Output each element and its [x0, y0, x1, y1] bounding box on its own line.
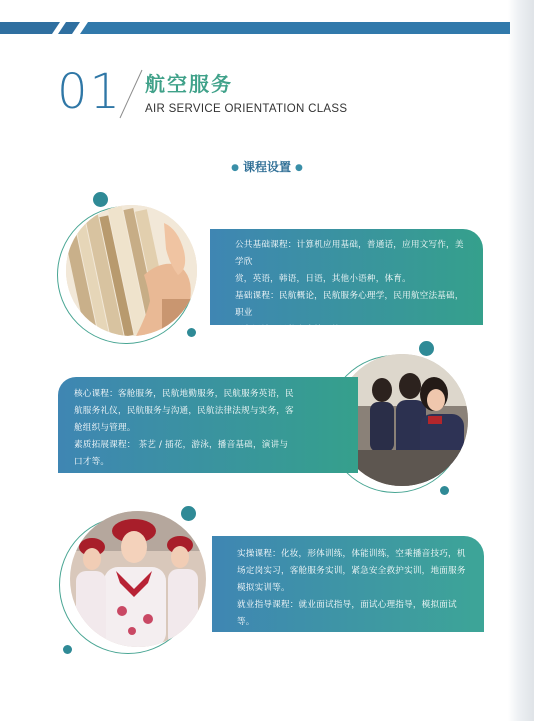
flight-attendants-photo [70, 511, 206, 647]
course-line: 公共基础课程：计算机应用基础，普通话，应用文写作，美学欣 [235, 240, 464, 267]
course-line: 形象设计，民航安全管理等。 [235, 325, 350, 335]
bullet-dot-icon: ● [231, 163, 239, 173]
deco-dot-icon [187, 328, 196, 337]
course-line: 模拟实训等。 [237, 583, 290, 593]
top-stripe-decoration [0, 0, 534, 44]
section-number: 01 [57, 64, 123, 120]
page-subtitle: AIR SERVICE ORIENTATION CLASS [145, 103, 348, 115]
page-title: 航空服务 [145, 72, 233, 96]
course-line: 赏，英语，韩语，日语，其他小语种，体育。 [235, 274, 411, 284]
course-block-practical [212, 536, 484, 632]
deco-dot-icon [93, 192, 108, 207]
books-on-shelf-photo [66, 205, 197, 336]
course-line: 口才等。 [74, 457, 110, 467]
course-block-general [210, 229, 483, 335]
course-line: 航服务礼仪，民航服务与沟通，民航法律法规与实务，客 [74, 406, 294, 416]
course-line: 就业指导课程：就业面试指导，面试心理指导，模拟面试等。 [237, 600, 457, 627]
section-heading-text: 课程设置 [242, 160, 291, 174]
deco-dot-icon [419, 341, 434, 356]
course-block-core [58, 377, 358, 473]
course-line: 素质拓展课程： 茶艺 / 插花，游泳，播音基础，演讲与 [74, 440, 289, 450]
course-line: 场定岗实习，客舱服务实训，紧急安全救护实训，地面服务 [237, 566, 466, 576]
deco-dot-icon [440, 486, 449, 495]
deco-dot-icon [63, 645, 72, 654]
bullet-dot-icon: ● [295, 163, 303, 173]
deco-dot-icon [181, 506, 196, 521]
slash-divider [116, 68, 146, 120]
page-edge-shadow [508, 0, 534, 721]
course-line: 实操课程：化妆，形体训练，体能训练，空乘播音技巧，机 [237, 549, 466, 559]
course-line: 核心课程：客舱服务，民航地勤服务，民航服务英语，民 [74, 389, 294, 399]
course-line: 舱组织与管理。 [74, 423, 136, 433]
course-line: 基础课程：民航概论，民航服务心理学，民用航空法基础，职业 [235, 291, 464, 318]
section-heading [0, 159, 534, 176]
